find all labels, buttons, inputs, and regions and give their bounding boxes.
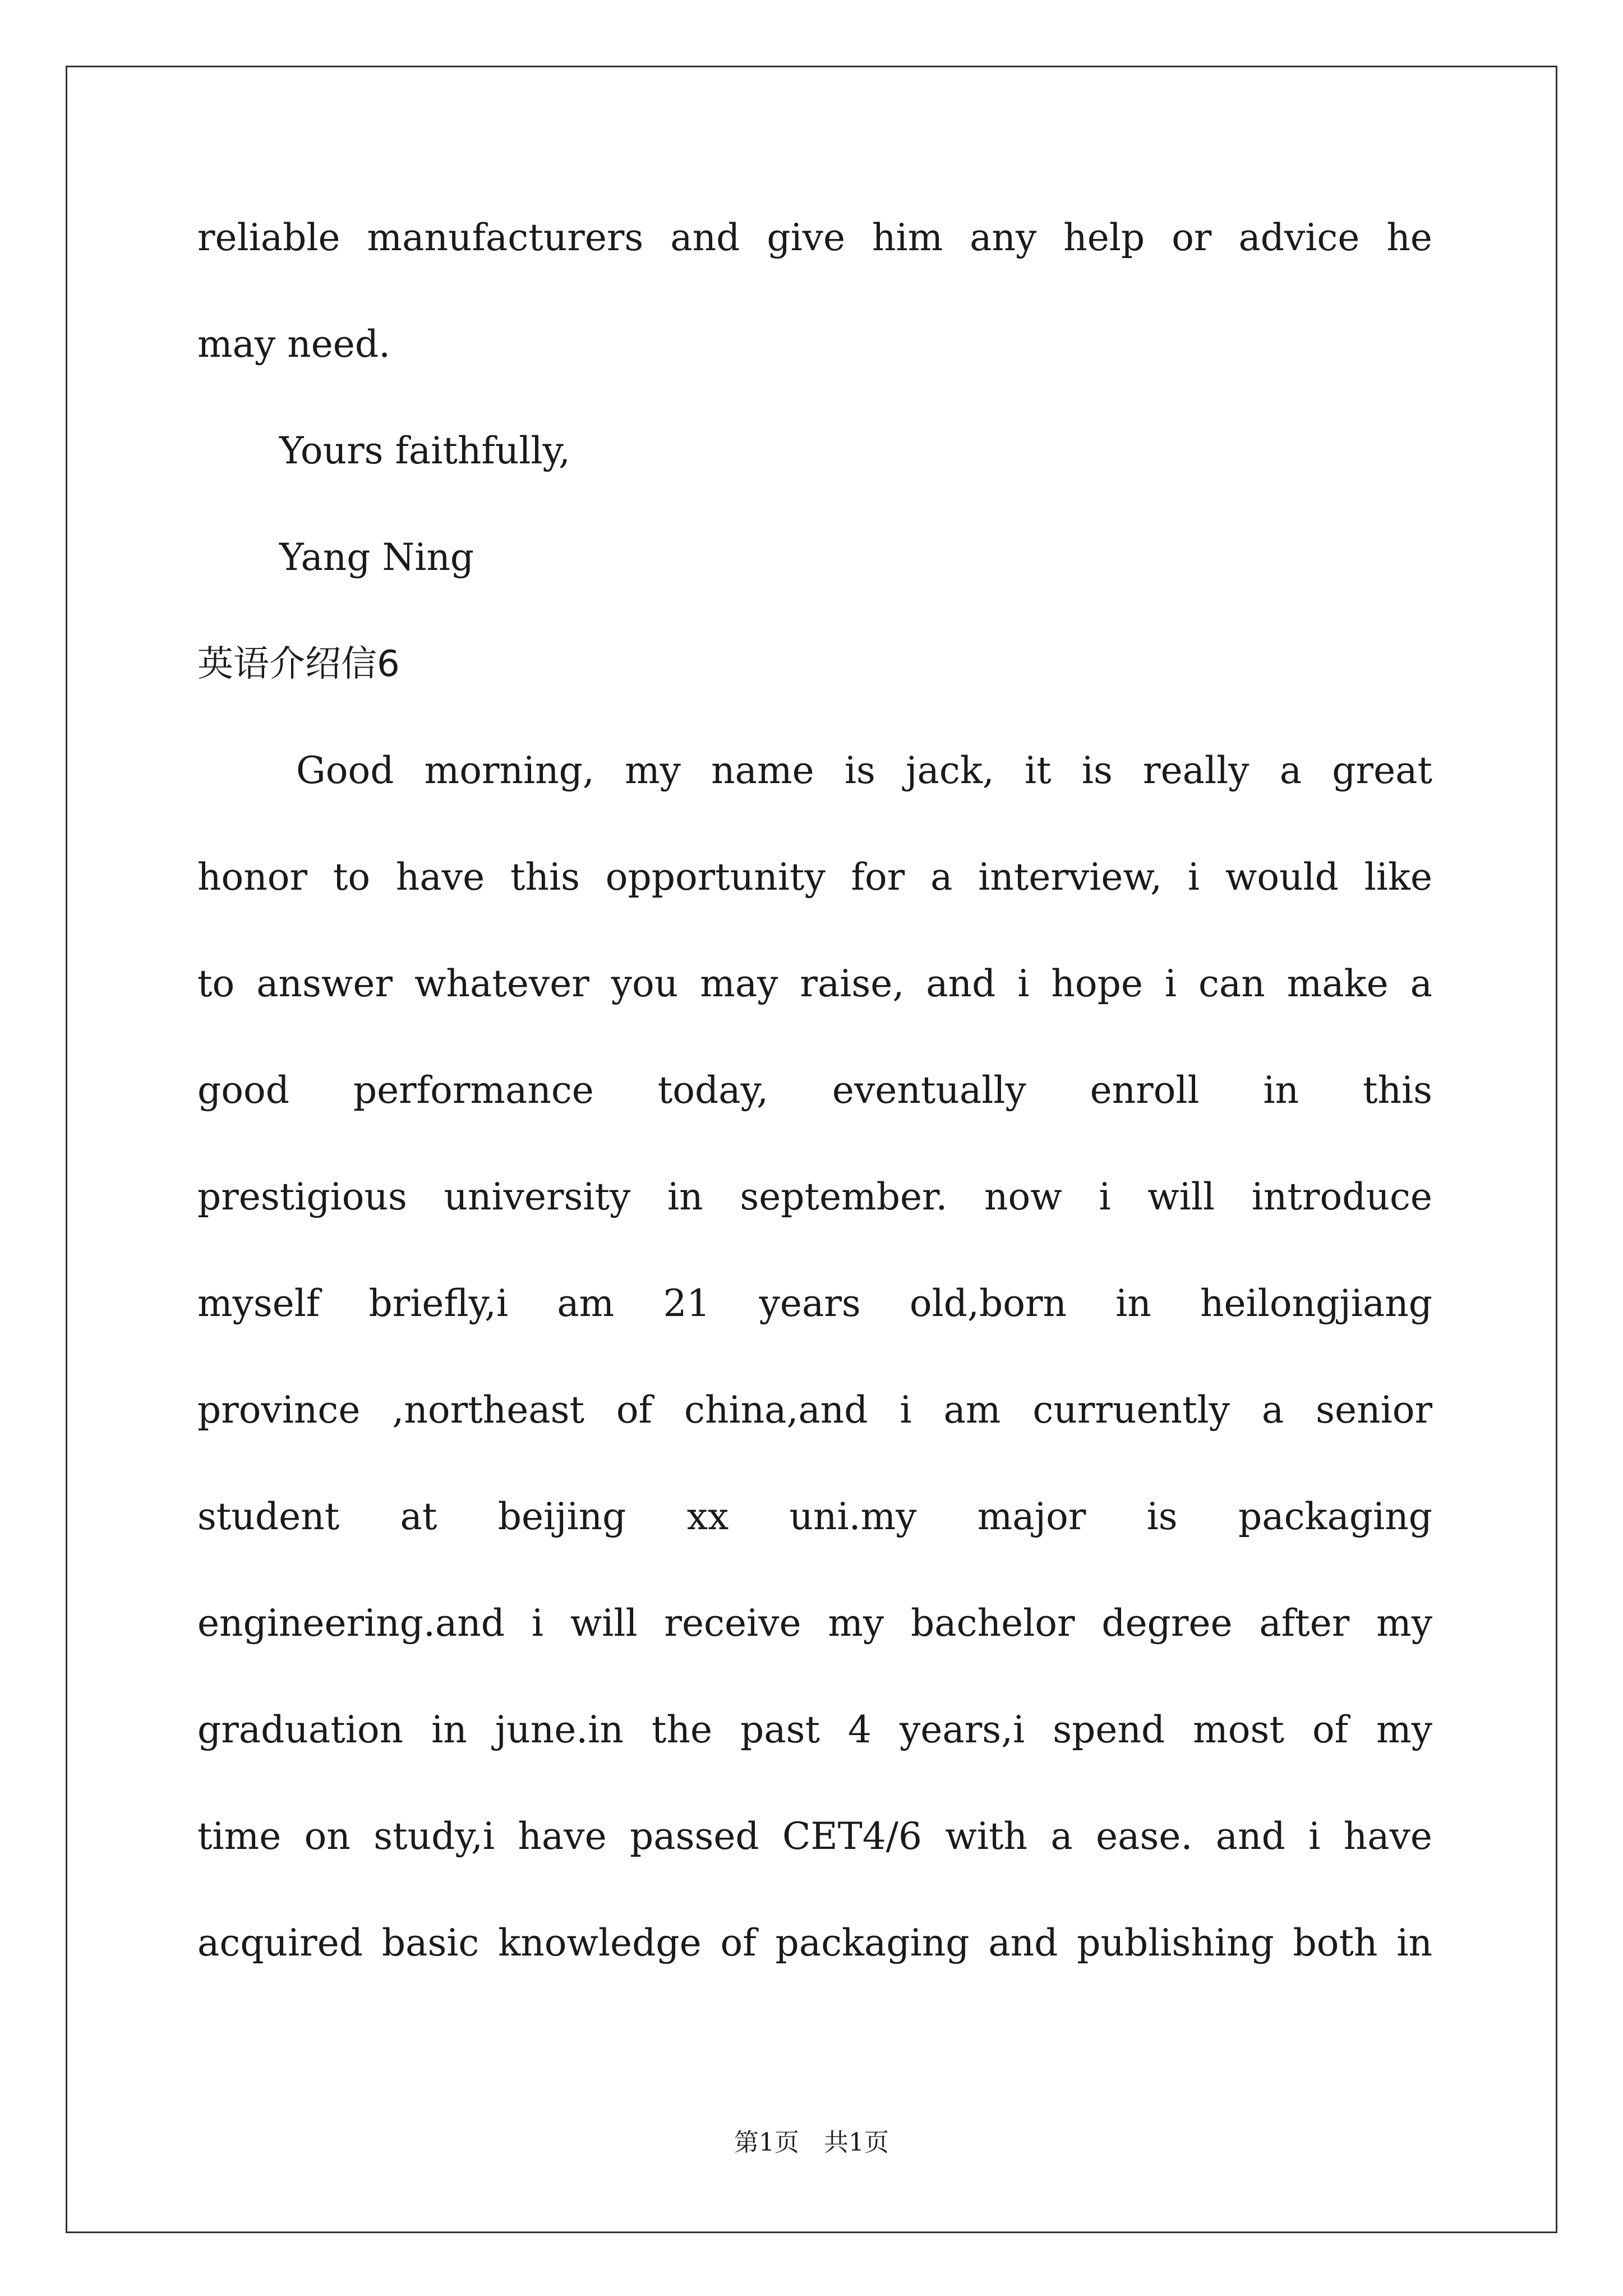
text-line: graduation in june.in the past 4 years,i spend most of my xyxy=(197,1708,1432,1751)
text-line: engineering.and i will receive my bachelor degree after my xyxy=(197,1602,1432,1645)
closing-salutation: Yours faithfully, xyxy=(279,429,571,472)
text-line: province ,northeast of china,and i am curruently a senior xyxy=(197,1388,1432,1432)
page-border xyxy=(66,66,1557,2233)
text-line: acquired basic knowledge of packaging and publishing both in xyxy=(197,1921,1432,1964)
text-line: may need. xyxy=(197,323,391,366)
text-line: time on study,i have passed CET4/6 with a ease. and i have xyxy=(197,1815,1432,1858)
text-line: student at beijing xx uni.my major is packaging xyxy=(197,1495,1432,1538)
text-line: Good morning, my name is jack, it is really a great xyxy=(296,749,1432,792)
page-footer xyxy=(0,2126,1623,2160)
signature-name: Yang Ning xyxy=(279,536,474,579)
page-number-current: 第1页 xyxy=(734,2128,799,2157)
text-line: myself briefly,i am 21 years old,born in heilongjiang xyxy=(197,1282,1432,1325)
section-heading: 英语介绍信6 xyxy=(197,643,400,685)
text-line: good performance today, eventually enroll in this xyxy=(197,1069,1432,1112)
page-number-total: 共1页 xyxy=(824,2128,889,2157)
text-line: prestigious university in september. now i will introduce xyxy=(197,1175,1432,1218)
text-line: honor to have this opportunity for a interview, i would like xyxy=(197,855,1432,899)
text-line: to answer whatever you may raise, and i hope i can make a xyxy=(197,962,1432,1005)
text-line: reliable manufacturers and give him any help or advice he xyxy=(197,216,1432,259)
